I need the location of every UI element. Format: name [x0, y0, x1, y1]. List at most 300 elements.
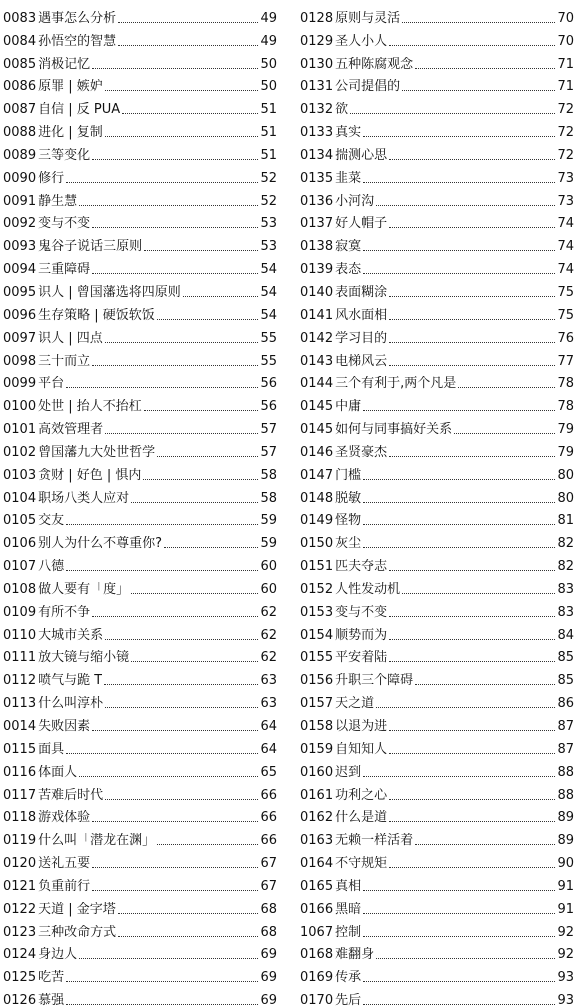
- entry-number: 1067: [300, 924, 334, 940]
- toc-entry[interactable]: [300, 117, 574, 140]
- toc-entry[interactable]: [300, 780, 574, 803]
- toc-entry[interactable]: [3, 871, 277, 894]
- entry-title: 修行: [38, 170, 65, 186]
- entry-title: 吃苦: [38, 970, 65, 986]
- entry-page-number: 87: [557, 741, 574, 757]
- toc-entry[interactable]: [300, 414, 574, 437]
- toc-entry[interactable]: [3, 597, 277, 620]
- toc-entry[interactable]: [300, 985, 574, 1008]
- entry-page-number: 62: [260, 604, 277, 620]
- entry-title: 升职三个障碍: [335, 673, 414, 689]
- toc-entry[interactable]: [300, 528, 574, 551]
- entry-number: 0151: [300, 559, 334, 575]
- toc-entry[interactable]: [300, 186, 574, 209]
- entry-page-number: 73: [557, 193, 574, 209]
- toc-entry[interactable]: [3, 688, 277, 711]
- toc-entry[interactable]: [300, 231, 574, 254]
- entry-number: 0136: [300, 193, 334, 209]
- entry-page-number: 93: [557, 993, 574, 1008]
- entry-page-number: 78: [557, 399, 574, 415]
- toc-entry[interactable]: [300, 140, 574, 163]
- dot-leader: [164, 547, 258, 548]
- toc-entry[interactable]: [3, 940, 277, 963]
- dot-leader: [122, 113, 258, 114]
- dot-leader: [376, 958, 555, 959]
- entry-title: 变与不变: [335, 604, 388, 620]
- toc-entry[interactable]: [300, 848, 574, 871]
- dot-leader: [66, 570, 258, 571]
- entry-page-number: 50: [260, 56, 277, 72]
- toc-entry[interactable]: [300, 803, 574, 826]
- toc-entry[interactable]: [300, 277, 574, 300]
- entry-number: 0150: [300, 536, 334, 552]
- entry-page-number: 92: [557, 947, 574, 963]
- entry-number: 0130: [300, 56, 334, 72]
- entry-title: 风水面相: [335, 307, 388, 323]
- entry-page-number: 65: [260, 764, 277, 780]
- entry-number: 0162: [300, 810, 334, 826]
- entry-title: 圣贤豪杰: [335, 444, 388, 460]
- entry-number: 0169: [300, 970, 334, 986]
- entry-number: 0140: [300, 284, 334, 300]
- entry-page-number: 88: [557, 787, 574, 803]
- toc-entry[interactable]: [3, 94, 277, 117]
- entry-title: 游戏体验: [38, 810, 91, 826]
- entry-number: 0148: [300, 490, 334, 506]
- dot-leader: [376, 205, 555, 206]
- dot-leader: [79, 776, 258, 777]
- entry-number: 0143: [300, 353, 334, 369]
- entry-page-number: 76: [557, 330, 574, 346]
- entry-title: 人性发动机: [335, 581, 401, 597]
- entry-page-number: 84: [557, 627, 574, 643]
- entry-number: 0091: [3, 193, 37, 209]
- dot-leader: [402, 22, 555, 23]
- entry-title: 苦难后时代: [38, 787, 104, 803]
- toc-entry[interactable]: [300, 894, 574, 917]
- entry-title: 处世 | 抬人不抬杠: [38, 399, 142, 415]
- entry-number: 0160: [300, 764, 334, 780]
- entry-title: 放大镜与缩小镜: [38, 650, 130, 666]
- toc-entry[interactable]: [3, 985, 277, 1008]
- dot-leader: [389, 456, 555, 457]
- toc-entry[interactable]: [3, 528, 277, 551]
- entry-title: 消极记忆: [38, 56, 91, 72]
- toc-entry[interactable]: [3, 117, 277, 140]
- toc-entry[interactable]: [300, 757, 574, 780]
- entry-title: 面具: [38, 741, 65, 757]
- entry-title: 鬼谷子说话三原则: [38, 239, 143, 255]
- entry-number: 0168: [300, 947, 334, 963]
- toc-entry[interactable]: [300, 94, 574, 117]
- toc-entry[interactable]: [300, 209, 574, 232]
- toc-entry[interactable]: [3, 643, 277, 666]
- toc-entry[interactable]: [3, 437, 277, 460]
- entry-title: 三种改命方式: [38, 924, 117, 940]
- entry-title: 圣人小人: [335, 33, 388, 49]
- entry-number: 0159: [300, 741, 334, 757]
- toc-entry[interactable]: [300, 369, 574, 392]
- toc-entry[interactable]: [3, 483, 277, 506]
- entry-title: 静生慧: [38, 193, 78, 209]
- dot-leader: [105, 799, 258, 800]
- toc-entry[interactable]: [300, 711, 574, 734]
- dot-leader: [389, 799, 555, 800]
- entry-page-number: 55: [260, 330, 277, 346]
- toc-entry[interactable]: [3, 254, 277, 277]
- entry-page-number: 82: [557, 536, 574, 552]
- toc-entry[interactable]: [3, 711, 277, 734]
- entry-number: 0123: [3, 924, 37, 940]
- toc-right-column: [300, 3, 574, 1008]
- entry-title: 功利之心: [335, 787, 388, 803]
- entry-page-number: 58: [260, 467, 277, 483]
- dot-leader: [92, 867, 258, 868]
- entry-title: 体面人: [38, 764, 78, 780]
- toc-entry[interactable]: [3, 391, 277, 414]
- dot-leader: [92, 227, 258, 228]
- entry-number: 0170: [300, 993, 334, 1008]
- entry-page-number: 83: [557, 604, 574, 620]
- toc-entry[interactable]: [300, 3, 574, 26]
- toc-entry[interactable]: [300, 323, 574, 346]
- dot-leader: [92, 616, 258, 617]
- entry-number: 0141: [300, 307, 334, 323]
- dot-leader: [454, 433, 555, 434]
- dot-leader: [363, 250, 555, 251]
- entry-number: 0121: [3, 878, 37, 894]
- entry-number: 0155: [300, 650, 334, 666]
- dot-leader: [92, 890, 258, 891]
- toc-entry[interactable]: [3, 962, 277, 985]
- toc-entry[interactable]: [3, 803, 277, 826]
- entry-page-number: 58: [260, 490, 277, 506]
- entry-number: 0131: [300, 79, 334, 95]
- toc-entry[interactable]: [300, 734, 574, 757]
- dot-leader: [105, 639, 258, 640]
- entry-title: 身边人: [38, 947, 78, 963]
- toc-entry[interactable]: [3, 757, 277, 780]
- entry-number: 0120: [3, 856, 37, 872]
- dot-leader: [363, 136, 555, 137]
- entry-title: 门槛: [335, 467, 362, 483]
- entry-number: 0153: [300, 604, 334, 620]
- dot-leader: [144, 410, 259, 411]
- toc-entry[interactable]: [3, 734, 277, 757]
- entry-number: 0142: [300, 330, 334, 346]
- entry-page-number: 57: [260, 444, 277, 460]
- dot-leader: [458, 387, 555, 388]
- dot-leader: [105, 433, 258, 434]
- entry-title: 传承: [335, 970, 362, 986]
- entry-title: 三十而立: [38, 353, 91, 369]
- toc-entry[interactable]: [300, 460, 574, 483]
- entry-page-number: 85: [557, 673, 574, 689]
- dot-leader: [157, 844, 258, 845]
- entry-title: 好人帽子: [335, 216, 388, 232]
- toc-entry[interactable]: [300, 49, 574, 72]
- entry-page-number: 72: [557, 147, 574, 163]
- toc-entry[interactable]: [300, 163, 574, 186]
- dot-leader: [66, 1004, 258, 1005]
- entry-title: 先后: [335, 993, 362, 1008]
- entry-number: 0095: [3, 284, 37, 300]
- entry-title: 原则与灵活: [335, 10, 401, 26]
- entry-number: 0111: [3, 650, 37, 666]
- dot-leader: [415, 684, 555, 685]
- entry-page-number: 79: [557, 422, 574, 438]
- entry-title: 什么叫「潜龙在渊」: [38, 833, 156, 849]
- entry-number: 0124: [3, 947, 37, 963]
- entry-number: 0109: [3, 604, 37, 620]
- entry-number: 0165: [300, 878, 334, 894]
- entry-title: 灰尘: [335, 536, 362, 552]
- toc-entry[interactable]: [3, 140, 277, 163]
- dot-leader: [363, 273, 555, 274]
- entry-page-number: 91: [557, 901, 574, 917]
- dot-leader: [402, 90, 555, 91]
- entry-title: 真相: [335, 878, 362, 894]
- entry-title: 自知知人: [335, 741, 388, 757]
- toc-entry[interactable]: [300, 26, 574, 49]
- entry-title: 职场八类人应对: [38, 490, 130, 506]
- entry-title: 天道 | 金字塔: [38, 901, 116, 917]
- toc-entry[interactable]: [300, 940, 574, 963]
- entry-number: 0113: [3, 696, 37, 712]
- toc-entry[interactable]: [3, 163, 277, 186]
- entry-page-number: 55: [260, 353, 277, 369]
- entry-title: 变与不变: [38, 216, 91, 232]
- toc-entry[interactable]: [3, 414, 277, 437]
- dot-leader: [131, 502, 258, 503]
- entry-title: 平安着陆: [335, 650, 388, 666]
- dot-leader: [92, 68, 258, 69]
- entry-number: 0104: [3, 490, 37, 506]
- entry-page-number: 81: [557, 513, 574, 529]
- dot-leader: [92, 273, 258, 274]
- dot-leader: [389, 753, 555, 754]
- entry-title: 表态: [335, 262, 362, 278]
- entry-number: 0119: [3, 833, 37, 849]
- toc-entry[interactable]: [3, 460, 277, 483]
- toc-entry[interactable]: [3, 620, 277, 643]
- toc-entry[interactable]: [3, 209, 277, 232]
- entry-number: 0126: [3, 993, 37, 1008]
- dot-leader: [131, 593, 258, 594]
- toc-entry[interactable]: [3, 506, 277, 529]
- entry-number: 0144: [300, 376, 334, 392]
- toc-entry[interactable]: [300, 962, 574, 985]
- dot-leader: [131, 661, 258, 662]
- entry-title: 有所不争: [38, 604, 91, 620]
- toc-entry[interactable]: [3, 231, 277, 254]
- dot-leader: [415, 844, 555, 845]
- toc-entry[interactable]: [300, 437, 574, 460]
- entry-page-number: 52: [260, 170, 277, 186]
- toc-entry[interactable]: [3, 665, 277, 688]
- entry-page-number: 56: [260, 399, 277, 415]
- entry-number: 0094: [3, 262, 37, 278]
- toc-entry[interactable]: [300, 620, 574, 643]
- toc-entry[interactable]: [3, 894, 277, 917]
- entry-title: 电梯风云: [335, 353, 388, 369]
- dot-leader: [363, 890, 555, 891]
- dot-leader: [118, 45, 258, 46]
- entry-title: 揣测心思: [335, 147, 388, 163]
- entry-title: 脱敏: [335, 490, 362, 506]
- entry-number: 0156: [300, 673, 334, 689]
- entry-page-number: 63: [260, 673, 277, 689]
- toc-entry[interactable]: [3, 917, 277, 940]
- entry-number: 0161: [300, 787, 334, 803]
- toc-entry[interactable]: [300, 688, 574, 711]
- entry-number: 0146: [300, 444, 334, 460]
- entry-page-number: 51: [260, 102, 277, 118]
- entry-number: 0105: [3, 513, 37, 529]
- entry-page-number: 54: [260, 284, 277, 300]
- entry-title: 真实: [335, 125, 362, 141]
- dot-leader: [389, 342, 555, 343]
- entry-title: 做人要有「度」: [38, 581, 130, 597]
- entry-title: 进化 | 复制: [38, 125, 103, 141]
- entry-page-number: 90: [557, 856, 574, 872]
- entry-page-number: 82: [557, 559, 574, 575]
- entry-page-number: 74: [557, 239, 574, 255]
- toc-entry[interactable]: [3, 26, 277, 49]
- entry-number: 0147: [300, 467, 334, 483]
- entry-number: 0087: [3, 102, 37, 118]
- entry-page-number: 62: [260, 650, 277, 666]
- dot-leader: [92, 730, 258, 731]
- entry-page-number: 64: [260, 741, 277, 757]
- toc-entry[interactable]: [300, 597, 574, 620]
- entry-page-number: 85: [557, 650, 574, 666]
- dot-leader: [105, 342, 259, 343]
- dot-leader: [92, 159, 258, 160]
- toc-entry[interactable]: [3, 780, 277, 803]
- entry-number: 0138: [300, 239, 334, 255]
- toc-entry[interactable]: [300, 254, 574, 277]
- entry-page-number: 79: [557, 444, 574, 460]
- dot-leader: [389, 661, 555, 662]
- toc-entry[interactable]: [300, 346, 574, 369]
- toc-entry[interactable]: [300, 825, 574, 848]
- entry-number: 0135: [300, 170, 334, 186]
- entry-page-number: 56: [260, 376, 277, 392]
- entry-title: 自信 | 反 PUA: [38, 102, 121, 118]
- entry-page-number: 68: [260, 924, 277, 940]
- dot-leader: [415, 68, 555, 69]
- toc-entry[interactable]: [3, 49, 277, 72]
- entry-page-number: 60: [260, 581, 277, 597]
- entry-number: 0145: [300, 399, 334, 415]
- dot-leader: [118, 936, 258, 937]
- entry-number: 0132: [300, 102, 334, 118]
- toc-entry[interactable]: [300, 551, 574, 574]
- entry-title: 生存策略 | 硬饭软饭: [38, 307, 155, 323]
- dot-leader: [363, 913, 555, 914]
- toc-entry[interactable]: [300, 574, 574, 597]
- entry-title: 学习目的: [335, 330, 388, 346]
- dot-leader: [363, 776, 555, 777]
- toc-entry[interactable]: [300, 72, 574, 95]
- dot-leader: [363, 981, 555, 982]
- toc-entry[interactable]: [3, 277, 277, 300]
- dot-leader: [105, 707, 258, 708]
- dot-leader: [66, 524, 258, 525]
- toc-entry[interactable]: [3, 300, 277, 323]
- toc-entry[interactable]: [3, 323, 277, 346]
- dot-leader: [183, 296, 259, 297]
- toc-entry[interactable]: [3, 3, 277, 26]
- dot-leader: [389, 867, 555, 868]
- entry-number: 0125: [3, 970, 37, 986]
- dot-leader: [92, 821, 258, 822]
- entry-page-number: 49: [260, 10, 277, 26]
- entry-page-number: 69: [260, 970, 277, 986]
- entry-page-number: 60: [260, 559, 277, 575]
- dot-leader: [66, 753, 258, 754]
- dot-leader: [143, 479, 258, 480]
- entry-page-number: 59: [260, 513, 277, 529]
- entry-title: 黑暗: [335, 901, 362, 917]
- entry-page-number: 62: [260, 627, 277, 643]
- toc-entry[interactable]: [300, 506, 574, 529]
- toc-entry[interactable]: [300, 871, 574, 894]
- dot-leader: [105, 90, 259, 91]
- toc-entry[interactable]: [3, 186, 277, 209]
- toc-entry[interactable]: [300, 643, 574, 666]
- toc-entry[interactable]: [300, 917, 574, 940]
- entry-page-number: 54: [260, 262, 277, 278]
- toc-entry[interactable]: [3, 72, 277, 95]
- toc-entry[interactable]: [3, 551, 277, 574]
- entry-page-number: 75: [557, 284, 574, 300]
- toc-entry[interactable]: [300, 665, 574, 688]
- toc-entry[interactable]: [3, 369, 277, 392]
- entry-number: 0128: [300, 10, 334, 26]
- entry-number: 0122: [3, 901, 37, 917]
- toc-entry[interactable]: [300, 300, 574, 323]
- entry-page-number: 80: [557, 490, 574, 506]
- entry-title: 五种陈腐观念: [335, 56, 414, 72]
- entry-page-number: 73: [557, 170, 574, 186]
- toc-entry[interactable]: [3, 346, 277, 369]
- entry-number: 0110: [3, 627, 37, 643]
- entry-page-number: 71: [557, 79, 574, 95]
- toc-entry[interactable]: [3, 825, 277, 848]
- entry-title: 别人为什么不尊重你?: [38, 536, 162, 552]
- entry-page-number: 50: [260, 79, 277, 95]
- entry-number: 0098: [3, 353, 37, 369]
- toc-entry[interactable]: [300, 483, 574, 506]
- entry-page-number: 67: [260, 878, 277, 894]
- dot-leader: [389, 159, 555, 160]
- entry-page-number: 77: [557, 353, 574, 369]
- dot-leader: [157, 456, 258, 457]
- entry-number: 0134: [300, 147, 334, 163]
- entry-page-number: 69: [260, 993, 277, 1008]
- entry-title: 原罪 | 嫉妒: [38, 79, 103, 95]
- toc-entry[interactable]: [3, 848, 277, 871]
- entry-title: 欲: [335, 102, 349, 118]
- dot-leader: [389, 616, 555, 617]
- toc-entry[interactable]: [300, 391, 574, 414]
- dot-leader: [389, 319, 555, 320]
- entry-page-number: 51: [260, 147, 277, 163]
- entry-title: 什么是道: [335, 810, 388, 826]
- toc-entry[interactable]: [3, 574, 277, 597]
